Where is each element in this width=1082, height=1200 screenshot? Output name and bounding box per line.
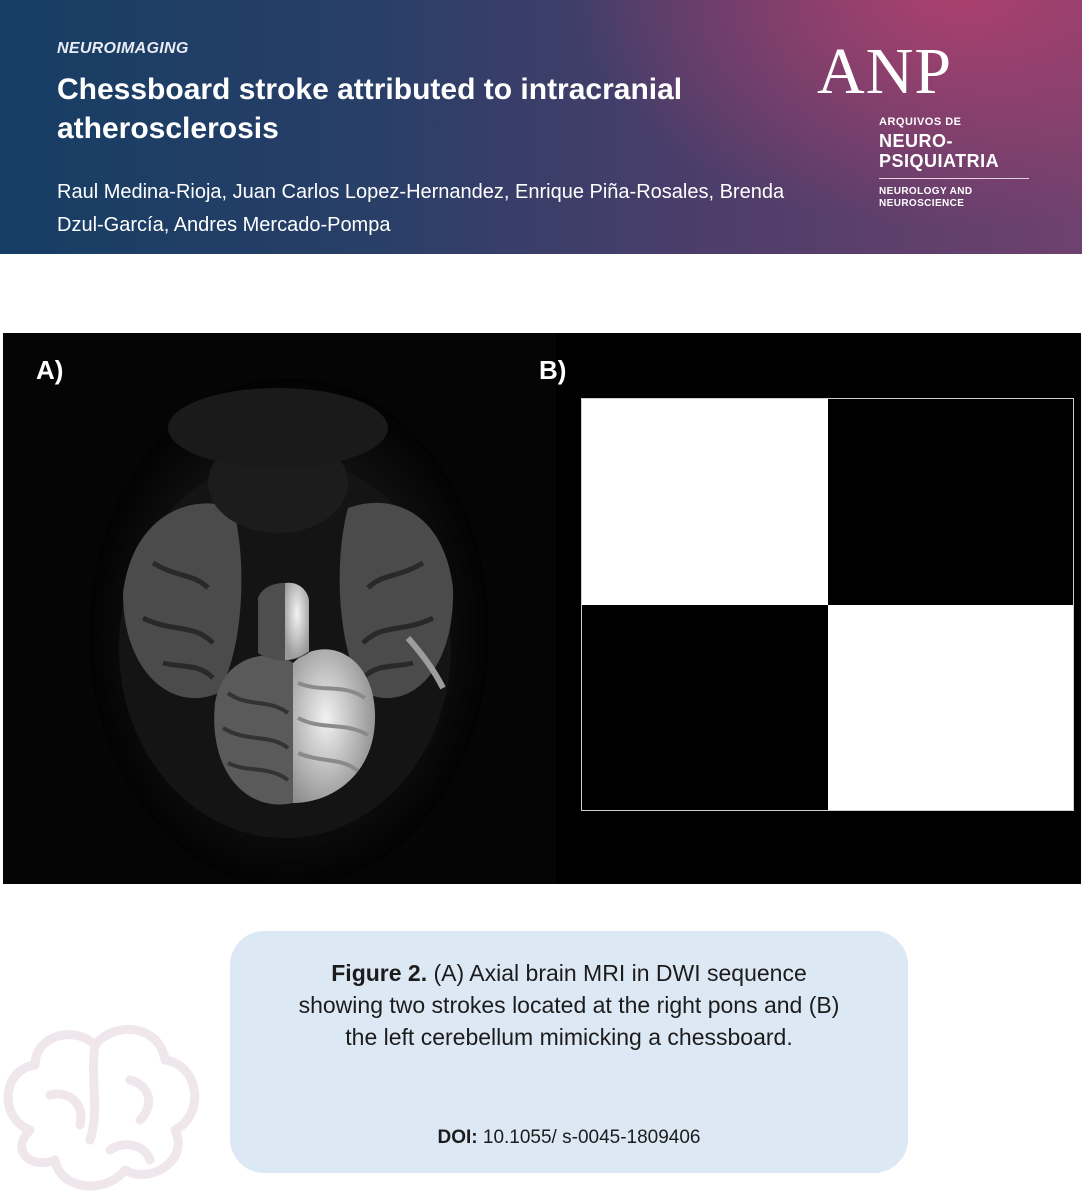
panel-a-mri xyxy=(3,333,556,884)
logo-line-arquivos: ARQUIVOS DE xyxy=(879,116,962,128)
doi-value[interactable]: 10.1055/ s-0045-1809406 xyxy=(482,1127,701,1148)
logo-line-neuroscience: NEUROSCIENCE xyxy=(879,198,965,209)
panel-a-label: A) xyxy=(36,355,64,385)
header-banner xyxy=(0,0,1082,254)
doi-label: DOI: xyxy=(437,1127,478,1148)
logo-divider xyxy=(879,178,1029,179)
caption-body: (A) Axial brain MRI in DWI sequence showing two strokes located at the right pons and (B) the left cerebellum mimicking a chessboard. xyxy=(298,960,840,1050)
chessboard-diagram xyxy=(581,398,1074,811)
figure-label: Figure 2. xyxy=(331,960,428,986)
chess-square-black xyxy=(582,605,828,811)
article-title: Chessboard stroke attributed to intracranial atherosclerosis xyxy=(57,73,683,145)
logo-line-neurology: NEUROLOGY AND xyxy=(879,186,973,197)
panel-b-label: B) xyxy=(539,355,567,385)
figure-caption xyxy=(290,957,848,1053)
doi-line xyxy=(230,1127,908,1149)
logo-wordmark: ANP xyxy=(817,35,953,108)
panel-b-chessboard xyxy=(539,333,1081,884)
figure-caption-box xyxy=(230,931,908,1173)
brain-watermark-icon xyxy=(0,1010,220,1200)
section-tag: NEUROIMAGING xyxy=(57,40,189,57)
mri-brain-image xyxy=(3,333,556,884)
logo-line-psiquiatria: PSIQUIATRIA xyxy=(879,151,1000,171)
figure-2 xyxy=(3,333,1081,884)
chess-square-white xyxy=(828,605,1074,811)
chess-square-white xyxy=(582,399,828,605)
author-list: Raul Medina-Rioja, Juan Carlos Lopez-Hernandez, Enrique Piña-Rosales, Brenda Dzul-García, Andres Mercado-Pompa xyxy=(57,181,785,236)
chess-square-black xyxy=(828,399,1074,605)
logo-line-neuro: NEURO- xyxy=(879,131,953,151)
journal-logo xyxy=(815,36,1045,216)
